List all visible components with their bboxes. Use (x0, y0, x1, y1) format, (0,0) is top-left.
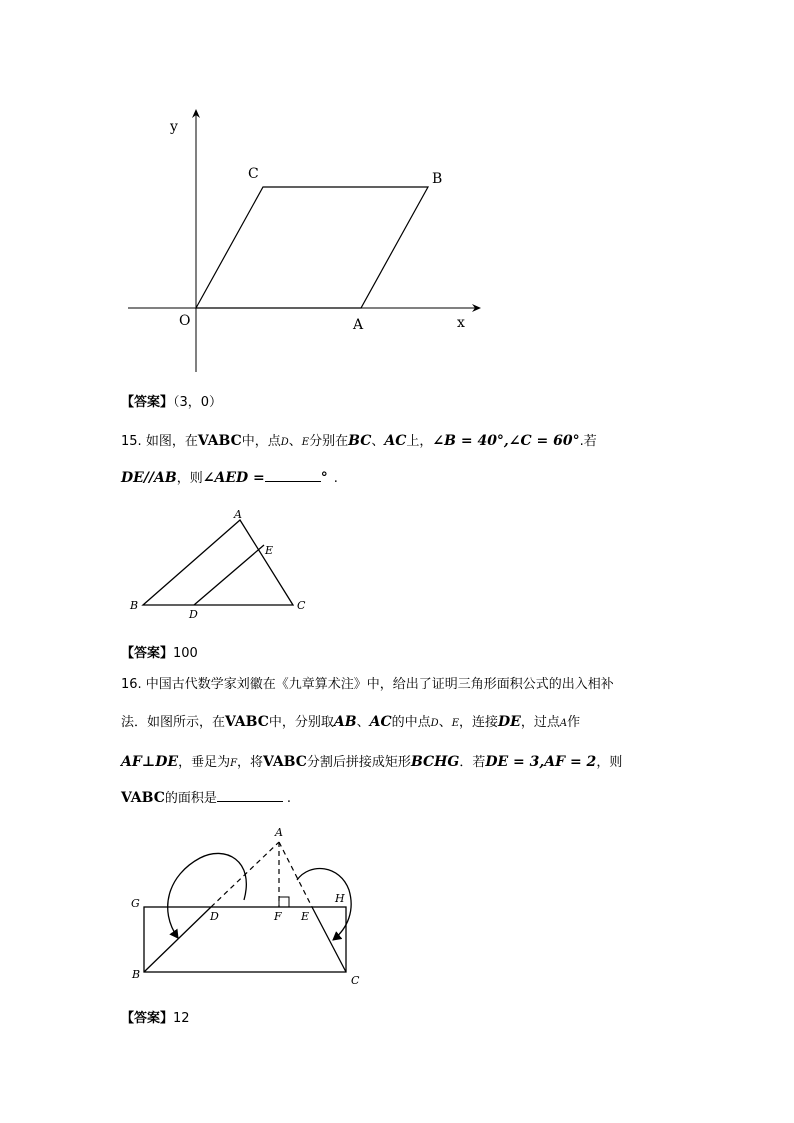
answer-value: 100 (173, 646, 198, 661)
q16-l3e: ，则 (596, 755, 623, 770)
question-number: 15. (121, 434, 142, 449)
figure-rectangle-bchg (131, 826, 360, 987)
q16-l3d: ．若 (459, 755, 486, 770)
y-axis-label: y (170, 119, 178, 135)
fig15-label-a: A (234, 508, 242, 521)
fig15-label-b: B (130, 599, 139, 612)
q15-ac: AC (384, 433, 407, 449)
fig15-label-c: C (297, 599, 306, 612)
q16-point-a: A (559, 718, 568, 729)
x-axis-label: x (457, 315, 465, 331)
q16-de: DE (498, 714, 521, 730)
q15-triangle: VABC (197, 433, 242, 449)
point-o-label: O (179, 313, 191, 329)
q16-l2d: 的中点 (391, 715, 431, 730)
answer-tag: 【答案】 (121, 1011, 174, 1026)
answer-blank (265, 469, 321, 482)
q16-l2f: ，过点 (520, 715, 560, 730)
q16-line-1: 16. 中国古代数学家刘徽在《九章算术注》中，给出了证明三角形面积公式的出入相补 (121, 677, 614, 692)
parallelogram-oabc (196, 187, 428, 308)
q15-text-7: ，则 (176, 471, 203, 486)
answer-tag: 【答案】 (121, 395, 174, 410)
rectangle-bchg (144, 907, 346, 972)
fig16-label-g: G (131, 897, 140, 910)
q15-text-5: 上， (406, 434, 433, 449)
q15-text-2: 中，点 (241, 434, 281, 449)
answer-14 (121, 394, 222, 412)
answer-15 (121, 645, 198, 663)
q16-l3a: ，垂足为 (178, 755, 231, 770)
fig16-label-e: E (301, 910, 310, 923)
q16-perp: AF⊥DE (121, 754, 179, 770)
q16-triangle-3: VABC (121, 790, 165, 806)
q15-degree: ° (320, 470, 328, 486)
question-16-line-1 (121, 676, 614, 694)
q15-text-1: 如图，在 (145, 434, 198, 449)
q16-rect: BCHG (410, 754, 460, 770)
q15-end: . (333, 471, 338, 486)
q16-l2e: ，连接 (459, 715, 499, 730)
q15-bc: BC (348, 433, 372, 449)
q16-l4a: 的面积是 (164, 791, 217, 806)
question-15-line-2 (121, 469, 338, 488)
segment-ec (312, 907, 346, 972)
q16-triangle-2: VABC (263, 754, 307, 770)
q15-sep: 、 (288, 434, 302, 449)
q16-l3c: 分割后拼接成矩形 (306, 755, 411, 770)
triangle-abc (143, 520, 293, 605)
q16-point-f: F (230, 758, 238, 769)
rotation-arrow-left (168, 853, 247, 938)
fig15-label-d: D (189, 608, 198, 621)
question-16-line-2 (121, 713, 580, 733)
q16-point-d: D (430, 718, 439, 729)
q15-parallel: DE//AB (121, 470, 177, 486)
answer-value: （3，0） (173, 395, 223, 410)
q16-l2g: 作 (567, 715, 581, 730)
q16-ab: AB (333, 714, 357, 730)
segment-de (194, 545, 264, 605)
q15-text-4: 、 (371, 434, 385, 449)
q16-end: . (286, 791, 292, 806)
answer-blank (217, 789, 283, 802)
q15-angle-aed: ∠AED = (202, 470, 265, 486)
figure-triangle-de-parallel (129, 508, 306, 621)
segment-bd (144, 907, 211, 972)
point-a-label: A (353, 317, 364, 333)
answer-tag: 【答案】 (121, 646, 174, 661)
point-b-label: B (432, 171, 443, 187)
fig16-label-f: F (274, 910, 282, 923)
q16-l2a: 法．如图所示，在 (121, 715, 226, 730)
q15-text-3: 分别在 (309, 434, 349, 449)
q16-point-e: E (451, 718, 460, 729)
q15-angles: ∠B = 40°,∠C = 60° (432, 433, 580, 449)
q16-l2b: 中，分别取 (268, 715, 334, 730)
q16-condition: DE = 3,AF = 2 (485, 754, 597, 770)
question-16-line-3 (121, 753, 622, 773)
question-16-line-4 (121, 789, 291, 808)
q15-point-d: D (280, 437, 289, 448)
fig16-label-h: H (335, 892, 345, 905)
fig15-label-e: E (265, 544, 274, 557)
fig16-label-d: D (210, 910, 219, 923)
q16-l3b: ，将 (237, 755, 264, 770)
fig16-label-c: C (351, 974, 360, 987)
q15-point-e: E (301, 437, 310, 448)
q16-triangle: VABC (225, 714, 269, 730)
q16-l2c: 、 (356, 715, 370, 730)
q16-sep: 、 (438, 715, 452, 730)
q15-text-6: .若 (579, 434, 597, 449)
answer-16 (121, 1010, 190, 1028)
fig16-label-b: B (132, 968, 141, 981)
right-angle-mark (279, 897, 289, 907)
question-15-line-1 (121, 432, 597, 452)
answer-value: 12 (173, 1011, 190, 1026)
q16-ac: AC (369, 714, 392, 730)
point-c-label: C (248, 166, 259, 182)
fig16-label-a: A (275, 826, 283, 839)
